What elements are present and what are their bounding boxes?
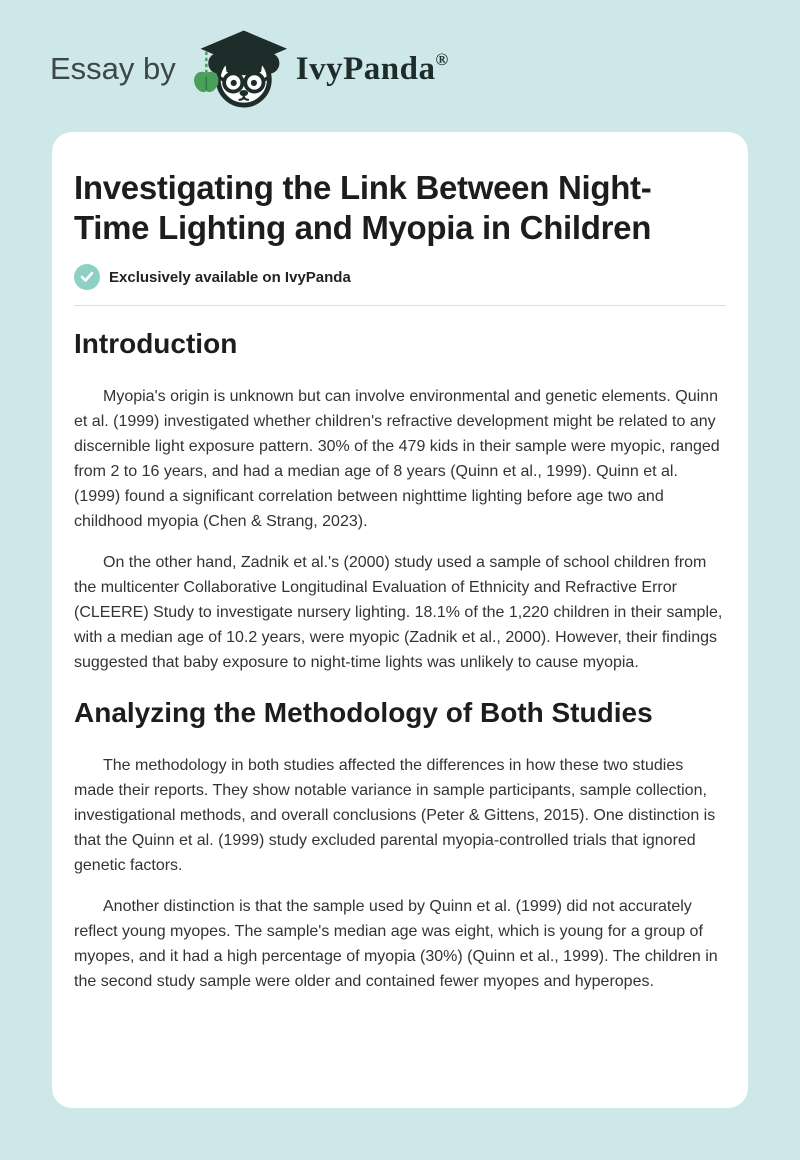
paragraph: Myopia's origin is unknown but can involve environmental and genetic elements. Quinn et al. (1999) investigated whether children's refractive development might be related to any discernible light exposure pattern. 30% of the 479 kids in their sample were myopic, ranged from 2 to 16 years, and had a median age of 8 years (Quinn et al., 1999). Quinn et al. (1999) found a significant correlation between nighttime lighting before age two and childhood myopia (Chen & Strang, 2023). [74,388,720,530]
site-header [0,0,800,110]
availability-badge-label: Exclusively available on IvyPanda [109,268,351,286]
divider [74,305,726,306]
paragraph: On the other hand, Zadnik et al.'s (2000) study used a sample of school children from the multicenter Collaborative Longitudinal Evaluation of Ethnicity and Refractive Error (CLEERE) Study to investigate nursery lighting. 18.1% of the 1,220 children in their sample, with a median age of 10.2 years, were myopic (Zadnik et al., 2000). However, their findings suggested that baby exposure to night-time lights was unlikely to cause myopia. [74,554,723,671]
paragraph: Another distinction is that the sample used by Quinn et al. (1999) did not accurately reflect young myopes. The sample's median age was eight, which is young for a group of myopes, and it had a high percentage of myopia (30%) (Quinn et al., 1999). The children in the second study sample were older and contained fewer myopes and hyperopes. [74,898,718,990]
section-heading-methodology: Analyzing the Methodology of Both Studies [74,697,653,728]
ivypanda-panda-logo-icon [189,28,289,110]
brand-name: IvyPanda [295,51,436,87]
essay-by-label: Essay by [50,51,176,86]
page-title: Investigating the Link Between Night-Time Lighting and Myopia in Children [74,169,652,246]
check-icon [74,264,100,290]
essay-card [52,132,748,1108]
availability-badge [74,264,726,290]
registered-trademark-symbol: ® [435,50,449,69]
section-heading-introduction: Introduction [74,328,238,359]
brand-wordmark [296,50,449,88]
paragraph: The methodology in both studies affected the differences in how these two studies made their reports. They show notable variance in sample participants, sample collection, investigational methods, and overall conclusions (Peter & Gittens, 2015). One distinction is that the Quinn et al. (1999) study excluded parental myopia-controlled trials that ignored genetic factors. [74,757,716,874]
